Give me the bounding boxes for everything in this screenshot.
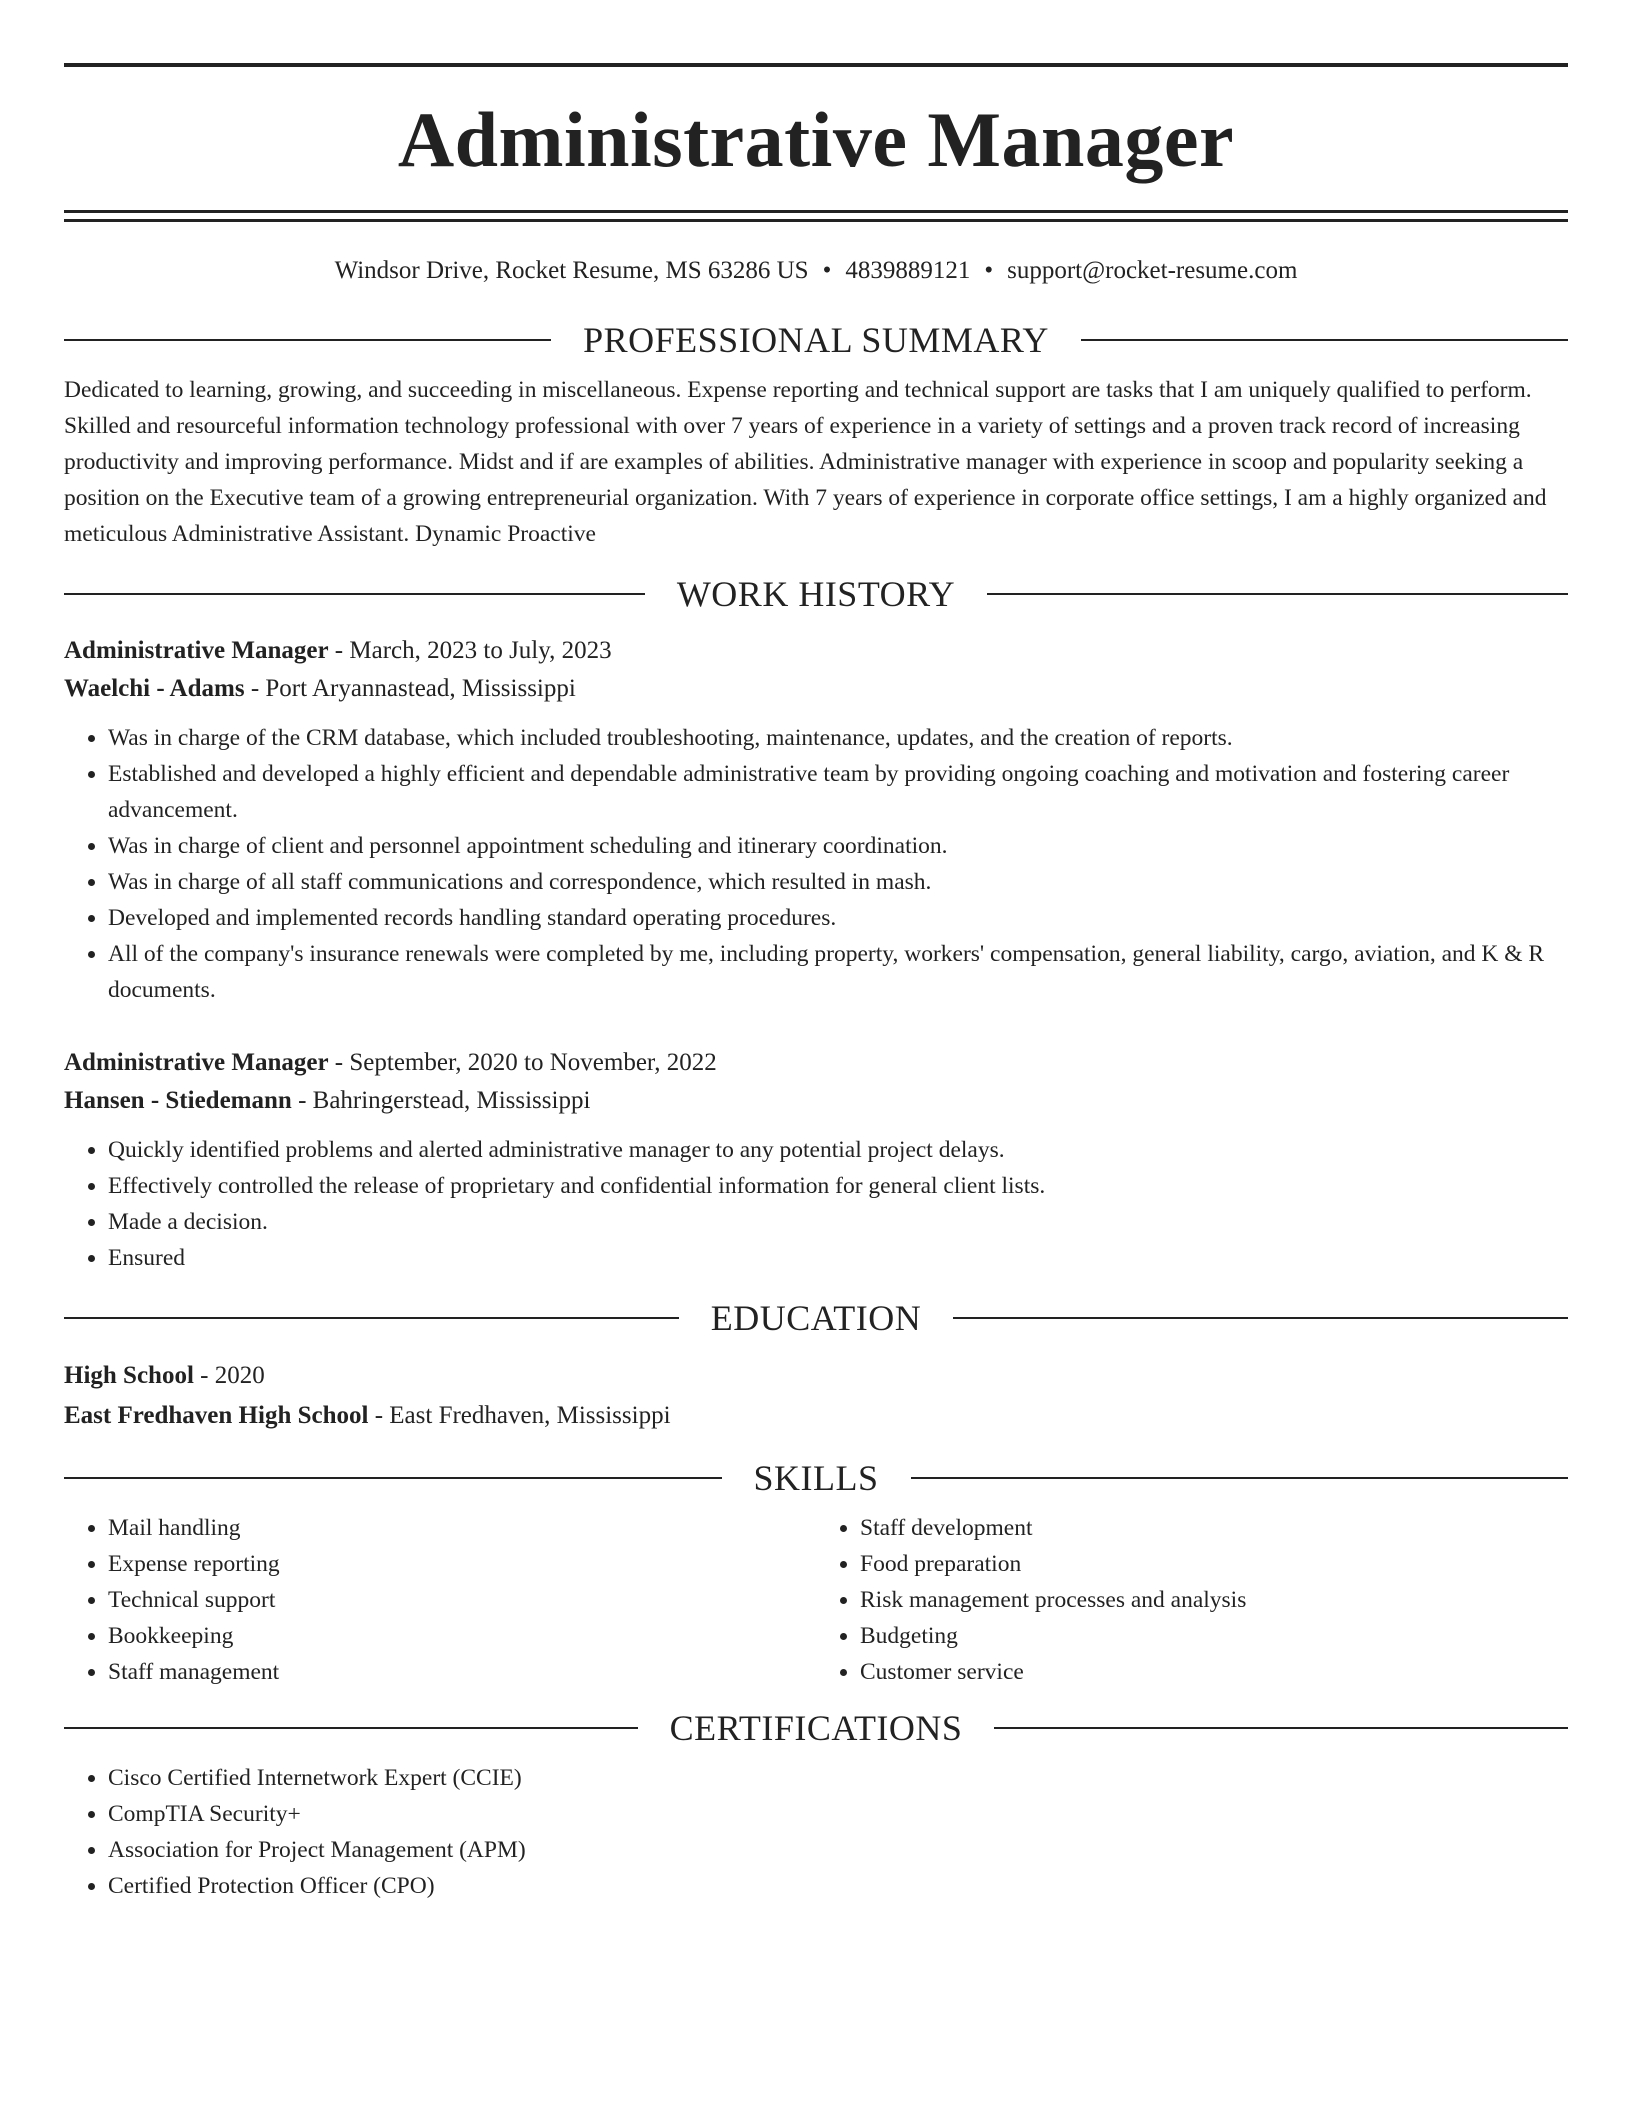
- contact-separator: •: [822, 257, 832, 284]
- list-item: • Established and developed a highly efficient and dependable administrative team by providing ongoing coaching and motivation and fostering career advancement.: [108, 756, 1568, 828]
- skill-item: • Staff development: [860, 1510, 1568, 1546]
- job-entry: [64, 1044, 1568, 1276]
- list-item: • Was in charge of client and personnel appointment scheduling and itinerary coordination.: [108, 828, 1568, 864]
- list-item: • Made a decision.: [108, 1204, 1568, 1240]
- skill-item: • Budgeting: [860, 1618, 1568, 1654]
- education-year: - 2020: [193, 1362, 265, 1389]
- skill-item: • Expense reporting: [108, 1546, 816, 1582]
- job-dates: - September, 2020 to November, 2022: [328, 1049, 717, 1076]
- job-title: Administrative Manager: [64, 1049, 329, 1076]
- heading-rule-right: [994, 1727, 1568, 1729]
- heading-rule-left: [64, 339, 551, 341]
- skills-right-column: [816, 1510, 1568, 1690]
- skill-item: • Mail handling: [108, 1510, 816, 1546]
- certification-item: • Certified Protection Officer (CPO): [108, 1868, 1568, 1904]
- education-degree: High School: [64, 1362, 194, 1389]
- heading-rule-left: [64, 593, 645, 595]
- section-heading-certifications: [64, 1708, 1568, 1748]
- section-title: EDUCATION: [710, 1298, 922, 1338]
- education-degree-line: [64, 1356, 1568, 1396]
- header-top-rule: [64, 63, 1568, 67]
- list-item: • All of the company's insurance renewals were completed by me, including property, workers' compensation, general liability, cargo, aviation, and K & R documents.: [108, 936, 1568, 1008]
- heading-rule-right: [1081, 339, 1568, 341]
- skill-item: • Risk management processes and analysis: [860, 1582, 1568, 1618]
- education-entry: [64, 1356, 1568, 1436]
- summary-text: Dedicated to learning, growing, and succeeding in miscellaneous. Expense reporting and technical support are tasks that I am uniquely qualified to perform. Skilled and resourceful information technology professional with over 7 years of experience in a variety of settings and a proven track record of increasing productivity and improving performance. Midst and if are examples of abilities. Administrative manager with experience in scoop and popularity seeking a position on the Executive team of a growing entrepreneurial organization. With 7 years of experience in corporate office settings, I am a highly organized and meticulous Administrative Assistant. Dynamic Proactive: [64, 377, 1547, 547]
- job-title-line: [64, 1044, 1568, 1082]
- section-title: PROFESSIONAL SUMMARY: [583, 320, 1049, 360]
- heading-rule-left: [64, 1477, 722, 1479]
- list-item: • Quickly identified problems and alerted administrative manager to any potential project delays.: [108, 1132, 1568, 1168]
- job-title-line: [64, 632, 1568, 670]
- list-item: • Was in charge of all staff communications and correspondence, which resulted in mash.: [108, 864, 1568, 900]
- certification-item: • CompTIA Security+: [108, 1796, 1568, 1832]
- job-company: Waelchi - Adams: [64, 675, 245, 702]
- section-title: SKILLS: [753, 1458, 879, 1498]
- job-dates: - March, 2023 to July, 2023: [328, 637, 612, 664]
- certifications-list: [64, 1760, 1568, 1904]
- list-item: • Effectively controlled the release of proprietary and confidential information for general client lists.: [108, 1168, 1568, 1204]
- section-heading-skills: [64, 1458, 1568, 1498]
- job-location: - Port Aryannastead, Mississippi: [244, 675, 576, 702]
- job-company-line: [64, 670, 1568, 708]
- skills-grid: [64, 1510, 1568, 1690]
- skills-left-column: [64, 1510, 816, 1690]
- job-bullets: [64, 1132, 1568, 1276]
- heading-rule-right: [953, 1317, 1568, 1319]
- contact-line: [64, 256, 1568, 286]
- job-company-line: [64, 1082, 1568, 1120]
- section-heading-work-history: [64, 574, 1568, 614]
- skill-item: • Technical support: [108, 1582, 816, 1618]
- candidate-name: Administrative Manager: [397, 96, 1235, 183]
- certification-item: • Cisco Certified Internetwork Expert (CCIE): [108, 1760, 1568, 1796]
- list-item: • Developed and implemented records handling standard operating procedures.: [108, 900, 1568, 936]
- heading-rule-right: [987, 593, 1568, 595]
- education-school: East Fredhaven High School: [64, 1402, 369, 1429]
- skill-item: • Bookkeeping: [108, 1618, 816, 1654]
- education-location: - East Fredhaven, Mississippi: [368, 1402, 671, 1429]
- section-title: WORK HISTORY: [676, 574, 956, 614]
- job-bullets: [64, 720, 1568, 1008]
- section-heading-summary: [64, 320, 1568, 360]
- list-item: • Ensured: [108, 1240, 1568, 1276]
- skill-item: • Staff management: [108, 1654, 816, 1690]
- contact-email: support@rocket-resume.com: [1007, 257, 1298, 284]
- skill-item: • Customer service: [860, 1654, 1568, 1690]
- heading-rule-left: [64, 1727, 638, 1729]
- job-entry: [64, 632, 1568, 1008]
- job-title: Administrative Manager: [64, 637, 329, 664]
- heading-rule-right: [911, 1477, 1569, 1479]
- contact-phone: 4839889121: [845, 257, 971, 284]
- section-title: CERTIFICATIONS: [669, 1708, 963, 1748]
- list-item: • Was in charge of the CRM database, which included troubleshooting, maintenance, updates, and the creation of reports.: [108, 720, 1568, 756]
- header-double-rule: [64, 210, 1568, 222]
- certification-item: • Association for Project Management (APM): [108, 1832, 1568, 1868]
- job-company: Hansen - Stiedemann: [64, 1087, 292, 1114]
- skill-item: • Food preparation: [860, 1546, 1568, 1582]
- job-location: - Bahringerstead, Mississippi: [291, 1087, 591, 1114]
- heading-rule-left: [64, 1317, 679, 1319]
- contact-separator: •: [984, 257, 994, 284]
- section-heading-education: [64, 1298, 1568, 1338]
- education-school-line: [64, 1396, 1568, 1436]
- contact-address: Windsor Drive, Rocket Resume, MS 63286 US: [334, 257, 809, 284]
